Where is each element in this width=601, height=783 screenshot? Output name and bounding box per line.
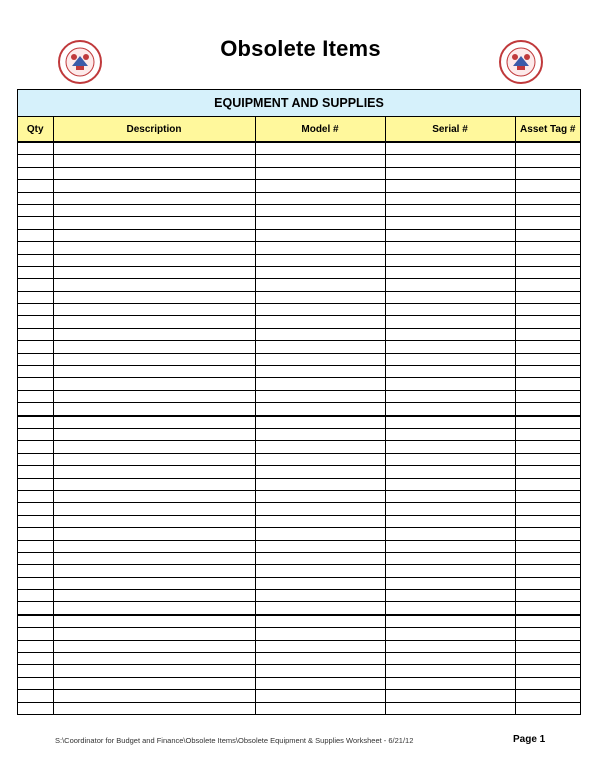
table-cell[interactable] (53, 503, 255, 515)
table-cell[interactable] (18, 142, 53, 155)
table-row (18, 180, 580, 192)
table-cell[interactable] (515, 279, 580, 291)
table-cell[interactable] (18, 453, 53, 465)
table-cell[interactable] (385, 167, 515, 179)
table-body (18, 142, 580, 714)
table-cell[interactable] (255, 690, 385, 702)
table-cell[interactable] (515, 341, 580, 353)
table-cell[interactable] (385, 217, 515, 229)
table-cell[interactable] (515, 242, 580, 254)
table-cell[interactable] (385, 602, 515, 615)
table-cell[interactable] (385, 515, 515, 527)
table-cell[interactable] (515, 155, 580, 167)
table-cell[interactable] (255, 242, 385, 254)
table-cell[interactable] (18, 316, 53, 328)
table-cell[interactable] (255, 441, 385, 453)
table-cell[interactable] (385, 503, 515, 515)
table-cell[interactable] (255, 229, 385, 241)
table-cell[interactable] (385, 615, 515, 628)
col-header-model: Model # (255, 117, 385, 142)
table-cell[interactable] (18, 690, 53, 702)
table-row (18, 167, 580, 179)
table-row (18, 378, 580, 390)
table-row (18, 590, 580, 602)
table-row (18, 628, 580, 640)
table-cell[interactable] (255, 204, 385, 216)
table-cell[interactable] (18, 378, 53, 390)
table-row (18, 466, 580, 478)
col-header-serial: Serial # (385, 117, 515, 142)
table-cell[interactable] (515, 390, 580, 402)
table-row (18, 291, 580, 303)
table-row (18, 690, 580, 702)
table-cell[interactable] (515, 441, 580, 453)
page-title: Obsolete Items (220, 36, 381, 61)
table-cell[interactable] (515, 266, 580, 278)
table-row (18, 353, 580, 365)
table-row (18, 528, 580, 540)
table-cell[interactable] (385, 628, 515, 640)
table-cell[interactable] (53, 204, 255, 216)
table-row (18, 615, 580, 628)
table-row (18, 229, 580, 241)
table-cell[interactable] (18, 242, 53, 254)
table-cell[interactable] (18, 341, 53, 353)
table-row (18, 366, 580, 378)
table-cell[interactable] (18, 291, 53, 303)
table-row (18, 416, 580, 429)
table-cell[interactable] (255, 677, 385, 689)
table-cell[interactable] (255, 390, 385, 402)
table-row (18, 242, 580, 254)
table-row (18, 328, 580, 340)
table-cell[interactable] (385, 403, 515, 416)
table-cell[interactable] (385, 155, 515, 167)
table-cell[interactable] (255, 490, 385, 502)
table-cell[interactable] (53, 279, 255, 291)
table-row (18, 142, 580, 155)
table-row (18, 602, 580, 615)
table-cell[interactable] (18, 577, 53, 589)
table-cell[interactable] (515, 366, 580, 378)
table-cell[interactable] (53, 142, 255, 155)
table-cell[interactable] (385, 478, 515, 490)
table-cell[interactable] (53, 316, 255, 328)
table-cell[interactable] (385, 490, 515, 502)
table-cell[interactable] (53, 615, 255, 628)
table-cell[interactable] (53, 552, 255, 564)
table-cell[interactable] (18, 677, 53, 689)
table-cell[interactable] (53, 403, 255, 416)
table-cell[interactable] (255, 266, 385, 278)
table-row (18, 217, 580, 229)
table-cell[interactable] (53, 441, 255, 453)
table-cell[interactable] (18, 552, 53, 564)
table-cell[interactable] (18, 665, 53, 677)
table-cell[interactable] (18, 304, 53, 316)
table-cell[interactable] (255, 378, 385, 390)
table-cell[interactable] (515, 515, 580, 527)
table-cell[interactable] (515, 503, 580, 515)
table-cell[interactable] (18, 428, 53, 440)
table-cell[interactable] (255, 291, 385, 303)
table-cell[interactable] (53, 229, 255, 241)
table-cell[interactable] (255, 341, 385, 353)
table-cell[interactable] (515, 428, 580, 440)
table-cell[interactable] (18, 528, 53, 540)
table-cell[interactable] (53, 378, 255, 390)
table-cell[interactable] (515, 665, 580, 677)
table-cell[interactable] (515, 142, 580, 155)
table-cell[interactable] (385, 142, 515, 155)
table-cell[interactable] (255, 552, 385, 564)
col-header-qty: Qty (18, 117, 53, 142)
table-cell[interactable] (255, 615, 385, 628)
table-cell[interactable] (18, 279, 53, 291)
table-cell[interactable] (515, 217, 580, 229)
table-cell[interactable] (385, 552, 515, 564)
table-cell[interactable] (515, 328, 580, 340)
table-row (18, 155, 580, 167)
table-cell[interactable] (255, 192, 385, 204)
col-header-asset-tag: Asset Tag # (515, 117, 580, 142)
table-cell[interactable] (385, 416, 515, 429)
table-cell[interactable] (53, 540, 255, 552)
col-header-description: Description (53, 117, 255, 142)
table-cell[interactable] (515, 453, 580, 465)
table-cell[interactable] (53, 291, 255, 303)
table-cell[interactable] (18, 192, 53, 204)
table-cell[interactable] (18, 653, 53, 665)
table-cell[interactable] (385, 266, 515, 278)
table-row (18, 453, 580, 465)
table-cell[interactable] (515, 254, 580, 266)
table-cell[interactable] (255, 142, 385, 155)
table-cell[interactable] (515, 378, 580, 390)
table-cell[interactable] (53, 653, 255, 665)
table-cell[interactable] (385, 378, 515, 390)
table-cell[interactable] (385, 291, 515, 303)
table-cell[interactable] (53, 254, 255, 266)
table-cell[interactable] (255, 528, 385, 540)
table-row (18, 640, 580, 652)
table-cell[interactable] (53, 390, 255, 402)
table-row (18, 503, 580, 515)
table-cell[interactable] (515, 628, 580, 640)
table-cell[interactable] (53, 478, 255, 490)
table-cell[interactable] (53, 167, 255, 179)
table-row (18, 702, 580, 714)
table-cell[interactable] (255, 702, 385, 714)
table-cell[interactable] (515, 466, 580, 478)
table-cell[interactable] (385, 242, 515, 254)
table-row (18, 478, 580, 490)
table-cell[interactable] (53, 266, 255, 278)
table-cell[interactable] (18, 204, 53, 216)
items-table (18, 117, 580, 714)
table-cell[interactable] (385, 702, 515, 714)
table-cell[interactable] (18, 628, 53, 640)
table-cell[interactable] (255, 316, 385, 328)
table-cell[interactable] (255, 577, 385, 589)
table-cell[interactable] (18, 217, 53, 229)
table-cell[interactable] (515, 577, 580, 589)
column-header-row (18, 117, 580, 142)
table-cell[interactable] (385, 341, 515, 353)
table-row (18, 515, 580, 527)
table-cell[interactable] (515, 316, 580, 328)
table-cell[interactable] (515, 192, 580, 204)
table-cell[interactable] (255, 403, 385, 416)
table-cell[interactable] (515, 478, 580, 490)
table-cell[interactable] (255, 254, 385, 266)
table-cell[interactable] (385, 565, 515, 577)
table-cell[interactable] (18, 565, 53, 577)
table-cell[interactable] (53, 242, 255, 254)
table-cell[interactable] (385, 180, 515, 192)
table-cell[interactable] (53, 353, 255, 365)
table-cell[interactable] (53, 565, 255, 577)
table-cell[interactable] (385, 353, 515, 365)
table-cell[interactable] (18, 254, 53, 266)
table-cell[interactable] (385, 204, 515, 216)
table-row (18, 428, 580, 440)
table-cell[interactable] (53, 590, 255, 602)
table-cell[interactable] (255, 602, 385, 615)
table-cell[interactable] (53, 602, 255, 615)
table-cell[interactable] (385, 665, 515, 677)
table-cell[interactable] (255, 466, 385, 478)
table-cell[interactable] (515, 291, 580, 303)
table-cell[interactable] (53, 453, 255, 465)
table-cell[interactable] (385, 279, 515, 291)
table-cell[interactable] (18, 167, 53, 179)
table-cell[interactable] (385, 304, 515, 316)
table-cell[interactable] (385, 690, 515, 702)
table-cell[interactable] (515, 204, 580, 216)
table-cell[interactable] (53, 217, 255, 229)
table-row (18, 279, 580, 291)
table-cell[interactable] (385, 390, 515, 402)
table-cell[interactable] (255, 665, 385, 677)
table-cell[interactable] (18, 478, 53, 490)
table-cell[interactable] (385, 453, 515, 465)
table-cell[interactable] (255, 640, 385, 652)
table-cell[interactable] (255, 217, 385, 229)
table-cell[interactable] (18, 353, 53, 365)
table-cell[interactable] (385, 192, 515, 204)
table-cell[interactable] (255, 416, 385, 429)
table-cell[interactable] (385, 528, 515, 540)
table-cell[interactable] (255, 628, 385, 640)
table-cell[interactable] (53, 515, 255, 527)
table-cell[interactable] (255, 353, 385, 365)
table-cell[interactable] (255, 590, 385, 602)
page-number: Page 1 (513, 734, 546, 745)
table-cell[interactable] (18, 466, 53, 478)
table-cell[interactable] (385, 441, 515, 453)
table-cell[interactable] (18, 490, 53, 502)
table-cell[interactable] (255, 478, 385, 490)
table-cell[interactable] (515, 690, 580, 702)
table-cell[interactable] (515, 167, 580, 179)
table-cell[interactable] (515, 565, 580, 577)
table-cell[interactable] (515, 304, 580, 316)
table-cell[interactable] (515, 490, 580, 502)
footer-file-path: S:\Coordinator for Budget and Finance\Obsolete Items\Obsolete Equipment & Supplies Worksheet - 6/21/12 (55, 736, 414, 745)
table-row (18, 204, 580, 216)
table-cell[interactable] (385, 677, 515, 689)
table-cell[interactable] (385, 653, 515, 665)
table-cell[interactable] (515, 590, 580, 602)
table-cell[interactable] (255, 180, 385, 192)
table-cell[interactable] (515, 615, 580, 628)
table-cell[interactable] (385, 577, 515, 589)
equipment-worksheet (17, 89, 581, 715)
table-row (18, 490, 580, 502)
table-cell[interactable] (385, 540, 515, 552)
table-cell[interactable] (53, 466, 255, 478)
table-cell[interactable] (18, 155, 53, 167)
table-cell[interactable] (255, 304, 385, 316)
table-cell[interactable] (18, 540, 53, 552)
table-cell[interactable] (255, 503, 385, 515)
table-cell[interactable] (515, 528, 580, 540)
table-row (18, 192, 580, 204)
table-cell[interactable] (385, 590, 515, 602)
table-cell[interactable] (385, 254, 515, 266)
table-cell[interactable] (515, 180, 580, 192)
table-row (18, 304, 580, 316)
table-cell[interactable] (515, 702, 580, 714)
table-cell[interactable] (255, 565, 385, 577)
table-cell[interactable] (255, 515, 385, 527)
table-cell[interactable] (53, 416, 255, 429)
table-cell[interactable] (18, 441, 53, 453)
table-cell[interactable] (53, 192, 255, 204)
table-cell[interactable] (53, 428, 255, 440)
table-row (18, 653, 580, 665)
table-cell[interactable] (53, 341, 255, 353)
table-cell[interactable] (18, 640, 53, 652)
table-cell[interactable] (18, 229, 53, 241)
table-cell[interactable] (53, 304, 255, 316)
table-cell[interactable] (515, 653, 580, 665)
table-cell[interactable] (255, 167, 385, 179)
table-row (18, 254, 580, 266)
table-cell[interactable] (385, 229, 515, 241)
table-row (18, 441, 580, 453)
table-row (18, 665, 580, 677)
table-cell[interactable] (18, 328, 53, 340)
table-cell[interactable] (18, 503, 53, 515)
table-row (18, 677, 580, 689)
table-row (18, 341, 580, 353)
table-cell[interactable] (255, 428, 385, 440)
table-cell[interactable] (255, 540, 385, 552)
table-cell[interactable] (255, 155, 385, 167)
table-row (18, 403, 580, 416)
table-cell[interactable] (515, 552, 580, 564)
table-cell[interactable] (18, 390, 53, 402)
section-title: EQUIPMENT AND SUPPLIES (18, 90, 580, 117)
table-cell[interactable] (515, 353, 580, 365)
table-cell[interactable] (18, 416, 53, 429)
table-cell[interactable] (385, 366, 515, 378)
table-cell[interactable] (53, 155, 255, 167)
table-cell[interactable] (53, 180, 255, 192)
table-cell[interactable] (53, 677, 255, 689)
table-cell[interactable] (255, 366, 385, 378)
table-cell[interactable] (385, 328, 515, 340)
table-cell[interactable] (53, 665, 255, 677)
table-cell[interactable] (53, 640, 255, 652)
table-cell[interactable] (385, 316, 515, 328)
table-cell[interactable] (18, 180, 53, 192)
table-cell[interactable] (515, 602, 580, 615)
table-cell[interactable] (255, 453, 385, 465)
table-cell[interactable] (18, 266, 53, 278)
table-cell[interactable] (18, 366, 53, 378)
table-cell[interactable] (255, 328, 385, 340)
table-cell[interactable] (53, 628, 255, 640)
table-cell[interactable] (53, 328, 255, 340)
table-cell[interactable] (53, 528, 255, 540)
table-cell[interactable] (18, 590, 53, 602)
table-row (18, 316, 580, 328)
table-cell[interactable] (53, 690, 255, 702)
table-cell[interactable] (515, 640, 580, 652)
table-cell[interactable] (18, 702, 53, 714)
table-cell[interactable] (53, 577, 255, 589)
table-row (18, 577, 580, 589)
table-cell[interactable] (18, 615, 53, 628)
table-cell[interactable] (255, 653, 385, 665)
table-cell[interactable] (53, 490, 255, 502)
table-row (18, 540, 580, 552)
table-cell[interactable] (515, 677, 580, 689)
table-cell[interactable] (385, 428, 515, 440)
table-cell[interactable] (18, 403, 53, 416)
table-row (18, 266, 580, 278)
table-row (18, 565, 580, 577)
table-cell[interactable] (53, 702, 255, 714)
table-cell[interactable] (255, 279, 385, 291)
table-cell[interactable] (385, 640, 515, 652)
table-cell[interactable] (515, 229, 580, 241)
table-cell[interactable] (53, 366, 255, 378)
table-cell[interactable] (515, 403, 580, 416)
table-cell[interactable] (515, 416, 580, 429)
table-cell[interactable] (515, 540, 580, 552)
table-cell[interactable] (385, 466, 515, 478)
table-row (18, 552, 580, 564)
table-row (18, 390, 580, 402)
table-cell[interactable] (18, 515, 53, 527)
table-cell[interactable] (18, 602, 53, 615)
